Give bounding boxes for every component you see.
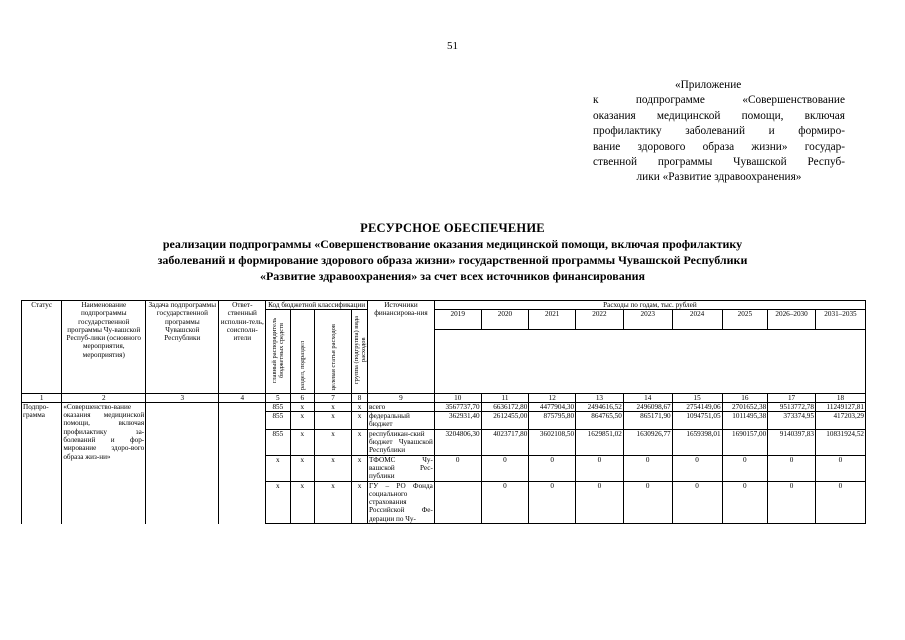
header-task: Задача подпрограммы государственной программы Чувашской Республики xyxy=(146,301,219,394)
table-row xyxy=(22,402,866,411)
header-expense-group: группа (подгруппа) вида расходов xyxy=(352,310,368,393)
source-cell: ТФОМС Чу-вашской Рес-публики xyxy=(369,455,433,481)
razdel-cell: х xyxy=(290,481,314,523)
expense-group-cell: х xyxy=(352,481,368,523)
col-number: 5 xyxy=(266,393,290,402)
header-year: 2024 xyxy=(672,310,722,329)
value-cell: 3567737,70 xyxy=(434,402,481,411)
value-cell: 9140397,83 xyxy=(768,429,816,455)
razdel-cell: х xyxy=(290,402,314,411)
header-year: 2023 xyxy=(623,310,672,329)
value-cell: 0 xyxy=(434,455,481,481)
col-number: 12 xyxy=(529,393,576,402)
source-cell: федеральный бюджет xyxy=(368,412,435,430)
col-number: 8 xyxy=(352,393,368,402)
col-number: 17 xyxy=(768,393,816,402)
value-cell: 0 xyxy=(815,455,865,481)
value-cell: 2612455,00 xyxy=(481,412,529,430)
target-article-cell: х xyxy=(314,455,351,481)
col-number: 16 xyxy=(722,393,768,402)
value-cell: 1690157,00 xyxy=(722,429,768,455)
col-number: 6 xyxy=(290,393,314,402)
value-cell: 3602108,50 xyxy=(529,429,576,455)
value-cell: 0 xyxy=(672,455,722,481)
value-cell: 417203,29 xyxy=(815,412,865,430)
col-number: 15 xyxy=(672,393,722,402)
value-cell: 0 xyxy=(815,481,865,523)
value-cell: 0 xyxy=(722,481,768,523)
value-cell: 9513772,78 xyxy=(768,402,816,411)
value-cell: 0 xyxy=(623,455,672,481)
appendix-line: вание здорового образа жизни» государ- xyxy=(593,140,845,153)
column-number-row xyxy=(22,393,866,402)
value-cell: 875795,80 xyxy=(529,412,576,430)
value-cell: 0 xyxy=(623,481,672,523)
year-header-spacer xyxy=(434,329,865,393)
value-cell: 865171,90 xyxy=(623,412,672,430)
value-cell: 1659398,01 xyxy=(672,429,722,455)
razdel-cell: х xyxy=(290,455,314,481)
task-cell xyxy=(146,402,219,523)
value-cell: 1011495,38 xyxy=(722,412,768,430)
value-cell: 0 xyxy=(529,455,576,481)
title-line: заболеваний и формирование здорового образа жизни» государственной программы Чувашской Республики xyxy=(157,253,748,267)
appendix-note xyxy=(593,78,845,186)
page-number: 51 xyxy=(447,40,458,52)
expense-group-cell: х xyxy=(352,412,368,430)
grbs-cell: х xyxy=(266,455,290,481)
col-number: 11 xyxy=(481,393,529,402)
value-cell: 4477904,30 xyxy=(529,402,576,411)
col-number: 10 xyxy=(434,393,481,402)
responsible-cell xyxy=(219,402,266,523)
header-year: 2026–2030 xyxy=(768,310,816,329)
appendix-line: к подпрограмме «Совершенствование xyxy=(593,94,845,107)
col-number: 3 xyxy=(146,393,219,402)
document-title xyxy=(40,220,865,284)
value-cell: 3204806,30 xyxy=(434,429,481,455)
value-cell: 2496098,67 xyxy=(623,402,672,411)
value-cell: 0 xyxy=(576,481,624,523)
value-cell: 2494616,52 xyxy=(576,402,624,411)
value-cell: 0 xyxy=(481,481,529,523)
program-name-cell: «Совершенство-вание оказания медицинской помощи, включая профилактику за-болеваний и фор-мирование здоро-вого образа жиз-ни» xyxy=(62,402,146,523)
value-cell: 0 xyxy=(481,455,529,481)
value-cell: 0 xyxy=(768,481,816,523)
header-year: 2020 xyxy=(481,310,529,329)
header-year: 2031–2035 xyxy=(815,310,865,329)
appendix-line: ственной программы Чувашской Респуб- xyxy=(593,156,845,169)
target-article-cell: х xyxy=(314,412,351,430)
grbs-cell: 855 xyxy=(266,402,290,411)
col-number: 7 xyxy=(314,393,351,402)
title-heading: РЕСУРСНОЕ ОБЕСПЕЧЕНИЕ xyxy=(360,221,545,235)
header-razdel: раздел, подраздел xyxy=(290,310,314,393)
col-number: 9 xyxy=(368,393,435,402)
header-grbs: главный распорядитель бюджетных средств xyxy=(266,310,290,393)
title-line: реализации подпрограммы «Совершенствование оказания медицинской помощи, включая профилактику xyxy=(162,237,743,251)
value-cell: 362931,40 xyxy=(434,412,481,430)
status-cell: Подпро-грамма xyxy=(22,402,62,523)
expense-group-cell: х xyxy=(352,402,368,411)
source-cell: ГУ – РО Фонда социального страхования Российской Фе-дерации по Чу- xyxy=(369,481,433,523)
col-number: 14 xyxy=(623,393,672,402)
value-cell: 11249127,81 xyxy=(815,402,865,411)
col-number: 18 xyxy=(815,393,865,402)
grbs-cell: 855 xyxy=(266,412,290,430)
value-cell: 4023717,80 xyxy=(481,429,529,455)
col-number: 13 xyxy=(576,393,624,402)
header-year: 2021 xyxy=(529,310,576,329)
source-cell: республикан-ский бюджет Чувашской Республики xyxy=(369,429,433,455)
header-year: 2025 xyxy=(722,310,768,329)
razdel-cell: х xyxy=(290,429,314,455)
value-cell xyxy=(434,481,481,523)
col-number: 4 xyxy=(219,393,266,402)
target-article-cell: х xyxy=(314,429,351,455)
appendix-line: профилактику заболеваний и формиро- xyxy=(593,125,845,138)
col-number: 1 xyxy=(22,393,62,402)
grbs-cell: х xyxy=(266,481,290,523)
value-cell: 0 xyxy=(529,481,576,523)
col-number: 2 xyxy=(62,393,146,402)
header-target-article: целевая статья расходов xyxy=(314,310,351,393)
header-responsible: Ответ-ственный исполни-тель, соисполн-ители xyxy=(219,301,266,394)
header-expenses: Расходы по годам, тыс. рублей xyxy=(434,301,865,310)
razdel-cell: х xyxy=(290,412,314,430)
value-cell: 2701652,38 xyxy=(722,402,768,411)
appendix-line: лики «Развитие здравоохранения» xyxy=(636,171,802,184)
header-status: Статус xyxy=(22,301,62,394)
value-cell: 0 xyxy=(576,455,624,481)
value-cell: 6636172,80 xyxy=(481,402,529,411)
target-article-cell: х xyxy=(314,481,351,523)
appendix-line: «Приложение xyxy=(675,79,742,91)
header-name: Наименование подпрограммы государственной программы Чу-вашской Респуб-лики (основного мероприятия, мероприятия) xyxy=(62,301,146,394)
value-cell: 373374,95 xyxy=(768,412,816,430)
expense-group-cell: х xyxy=(352,429,368,455)
target-article-cell: х xyxy=(314,402,351,411)
source-cell: всего xyxy=(368,402,435,411)
value-cell: 2754149,06 xyxy=(672,402,722,411)
value-cell: 0 xyxy=(722,455,768,481)
header-sources: Источники финансирова-ния xyxy=(368,301,435,394)
value-cell: 10831924,52 xyxy=(815,429,865,455)
header-year: 2019 xyxy=(434,310,481,329)
appendix-line: оказания медицинской помощи, включая xyxy=(593,109,845,122)
value-cell: 1630926,77 xyxy=(623,429,672,455)
value-cell: 0 xyxy=(768,455,816,481)
value-cell: 864765,50 xyxy=(576,412,624,430)
value-cell: 0 xyxy=(672,481,722,523)
value-cell: 1094751,05 xyxy=(672,412,722,430)
expense-group-cell: х xyxy=(352,455,368,481)
title-line: «Развитие здравоохранения» за счет всех источников финансирования xyxy=(259,269,646,283)
resource-table xyxy=(21,300,866,524)
header-year: 2022 xyxy=(576,310,624,329)
grbs-cell: 855 xyxy=(266,429,290,455)
header-budget-code: Код бюджетной классификации xyxy=(266,301,368,310)
value-cell: 1629851,02 xyxy=(576,429,624,455)
